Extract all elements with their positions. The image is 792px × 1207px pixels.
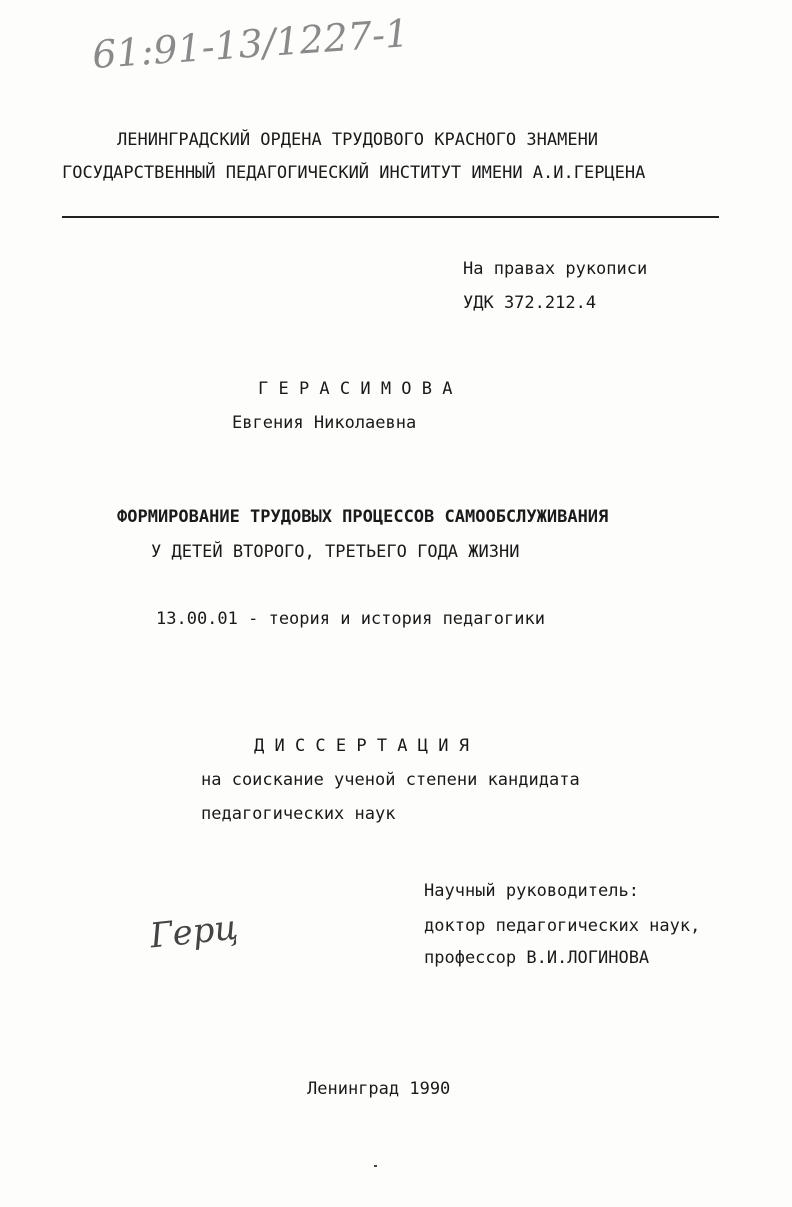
udc-code: УДК 372.212.4 xyxy=(463,293,597,313)
supervisor-degree: доктор педагогических наук, xyxy=(424,916,701,936)
author-surname: Г Е Р А С И М О В А xyxy=(258,379,453,399)
signature: Герц xyxy=(148,907,240,957)
degree-line-2: педагогических наук xyxy=(201,804,396,824)
city-year: Ленинград 1990 xyxy=(307,1079,451,1099)
manuscript-rights: На правах рукописи xyxy=(463,259,648,279)
dissertation-heading: Д И С С Е Р Т А Ц И Я xyxy=(254,736,469,756)
supervisor-name: профессор В.И.ЛОГИНОВА xyxy=(424,948,650,968)
institution-line-1: ЛЕНИНГРАДСКИЙ ОРДЕНА ТРУДОВОГО КРАСНОГО ЗНАМЕНИ xyxy=(117,130,599,150)
specialty-code: 13.00.01 - теория и история педагогики xyxy=(156,609,545,629)
scan-speck xyxy=(374,1165,377,1167)
degree-line-1: на соискание ученой степени кандидата xyxy=(201,770,580,790)
supervisor-label: Научный руководитель: xyxy=(424,881,639,901)
institution-line-2: ГОСУДАРСТВЕННЫЙ ПЕДАГОГИЧЕСКИЙ ИНСТИТУТ ИМЕНИ А.И.ГЕРЦЕНА xyxy=(62,163,646,183)
dissertation-title-line-2: У ДЕТЕЙ ВТОРОГО, ТРЕТЬЕГО ГОДА ЖИЗНИ xyxy=(151,542,520,562)
archive-handwritten-mark: 61:91-13/1227-1 xyxy=(90,10,411,78)
header-divider xyxy=(62,216,719,218)
dissertation-title-line-1: ФОРМИРОВАНИЕ ТРУДОВЫХ ПРОЦЕССОВ САМООБСЛУЖИВАНИЯ xyxy=(117,507,609,527)
author-given-names: Евгения Николаевна xyxy=(232,413,417,433)
